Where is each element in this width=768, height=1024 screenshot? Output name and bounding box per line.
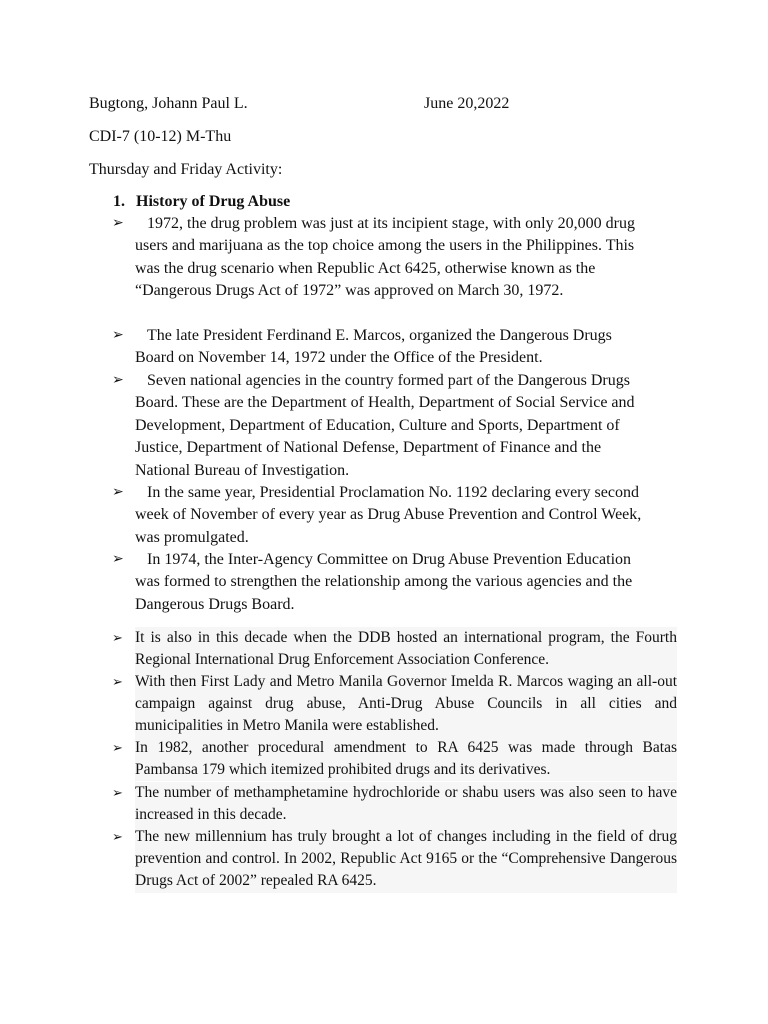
course-text: CDI-7 (10-12) M-Thu	[89, 128, 232, 145]
list-item: With then First Lady and Metro Manila Governor Imelda R. Marcos waging an all-out campaign against drug abuse, Anti-Drug Abuse Councils in all cities and municipalities in Metro Manila were established.	[135, 671, 677, 738]
bullet-arrow-icon: ➢	[112, 630, 123, 645]
list-item: 1972, the drug problem was just at its incipient stage, with only 20,000 drug users and marijuana as the top choice among the users in the Philippines. This was the drug scenario when Republic Act 6425, otherwise known as the “Dangerous Drugs Act of 1972” was approved on March 30, 1972.	[135, 215, 635, 300]
student-name: Bugtong, Johann Paul L.	[89, 95, 248, 112]
list-item: The number of methamphetamine hydrochloride or shabu users was also seen to have increased in this decade.	[135, 782, 677, 826]
bullet-arrow-icon: ➢	[112, 740, 123, 755]
list-item: In the same year, Presidential Proclamation No. 1192 declaring every second week of November of every year as Drug Abuse Prevention and Control Week, was promulgated.	[135, 484, 642, 546]
bullet-arrow-icon: ➢	[112, 829, 123, 844]
bullet-arrow-icon: ➢	[112, 373, 124, 388]
date-text: June 20,2022	[424, 95, 510, 112]
list-item: In 1974, the Inter-Agency Committee on Drug Abuse Prevention Education was formed to strengthen the relationship among the various agencies and the Dangerous Drugs Board.	[135, 551, 633, 613]
activity-title: Thursday and Friday Activity:	[89, 161, 283, 178]
section-number: 1.	[113, 193, 125, 210]
list-item: Seven national agencies in the country formed part of the Dangerous Drugs Board. These are the Department of Health, Department of Social Service and Development, Department of Education, Culture and Sports, Department of Justice, Department of National Defense, Department of Finance and the National Bureau of Investigation.	[135, 372, 635, 479]
list-item: In 1982, another procedural amendment to RA 6425 was made through Batas Pambansa 179 which itemized prohibited drugs and its derivatives.	[135, 737, 677, 781]
bullet-arrow-icon: ➢	[112, 674, 123, 689]
list-item: It is also in this decade when the DDB hosted an international program, the Fourth Regional International Drug Enforcement Association Conference.	[135, 627, 677, 671]
bullet-arrow-icon: ➢	[112, 552, 124, 567]
bullet-arrow-icon: ➢	[112, 216, 124, 231]
list-item: The new millennium has truly brought a lot of changes including in the field of drug prevention and control. In 2002, Republic Act 9165 or the “Comprehensive Dangerous Drugs Act of 2002” repealed RA 6425.	[135, 826, 677, 893]
bullet-arrow-icon: ➢	[112, 328, 124, 343]
bullet-arrow-icon: ➢	[112, 485, 124, 500]
bullet-arrow-icon: ➢	[112, 785, 123, 800]
list-item: The late President Ferdinand E. Marcos, organized the Dangerous Drugs Board on November 14, 1972 under the Office of the President.	[135, 327, 612, 367]
section-title: History of Drug Abuse	[136, 193, 291, 210]
